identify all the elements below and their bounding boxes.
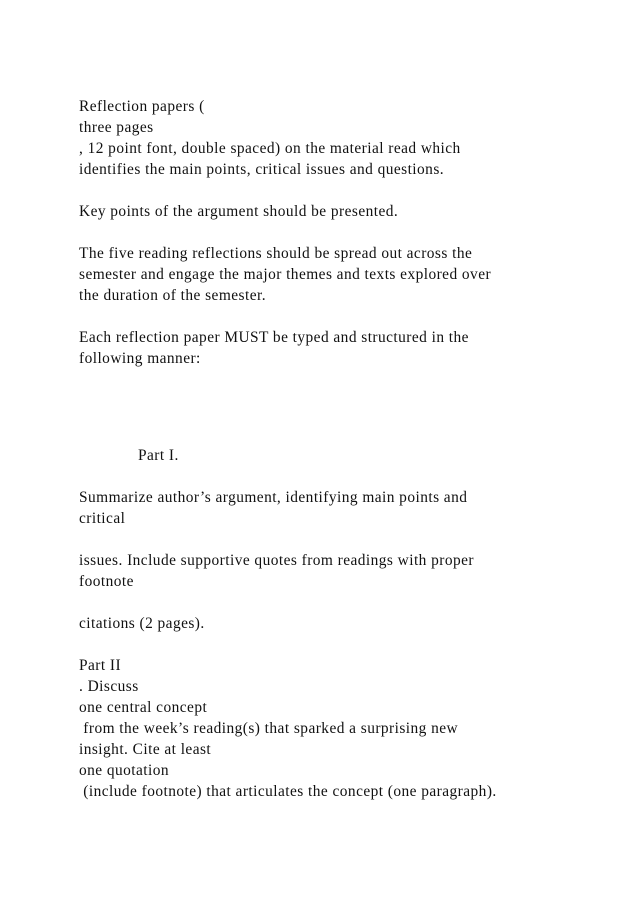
text-line: following manner: — [79, 350, 201, 367]
text-line: three pages — [79, 119, 154, 136]
text-line: issues. Include supportive quotes from readings with proper — [79, 552, 474, 569]
text-line: footnote — [79, 573, 134, 590]
text-line: semester and engage the major themes and texts explored over — [79, 266, 492, 283]
text-line: (include footnote) that articulates the concept (one paragraph). — [79, 783, 497, 800]
text-line: Key points of the argument should be presented. — [79, 203, 399, 220]
text-line: Each reflection paper MUST be typed and structured in the — [79, 329, 469, 346]
text-line: insight. Cite at least — [79, 741, 212, 758]
section-heading-part-one: Part I. — [138, 447, 179, 464]
text-line: . Discuss — [79, 678, 139, 695]
text-line: one central concept — [79, 699, 208, 716]
text-line: critical — [79, 510, 126, 527]
text-line: identifies the main points, critical issues and questions. — [79, 161, 445, 178]
text-line: one quotation — [79, 762, 170, 779]
section-heading-part-two: Part II — [79, 657, 122, 674]
text-line: the duration of the semester. — [79, 287, 266, 304]
text-line: , 12 point font, double spaced) on the material read which — [79, 140, 461, 157]
text-line: citations (2 pages). — [79, 615, 205, 632]
text-line: from the week’s reading(s) that sparked a surprising new — [79, 720, 459, 737]
text-line: The five reading reflections should be spread out across the — [79, 245, 473, 262]
text-line: Summarize author’s argument, identifying main points and — [79, 489, 468, 506]
text-line: Reflection papers ( — [79, 98, 205, 115]
